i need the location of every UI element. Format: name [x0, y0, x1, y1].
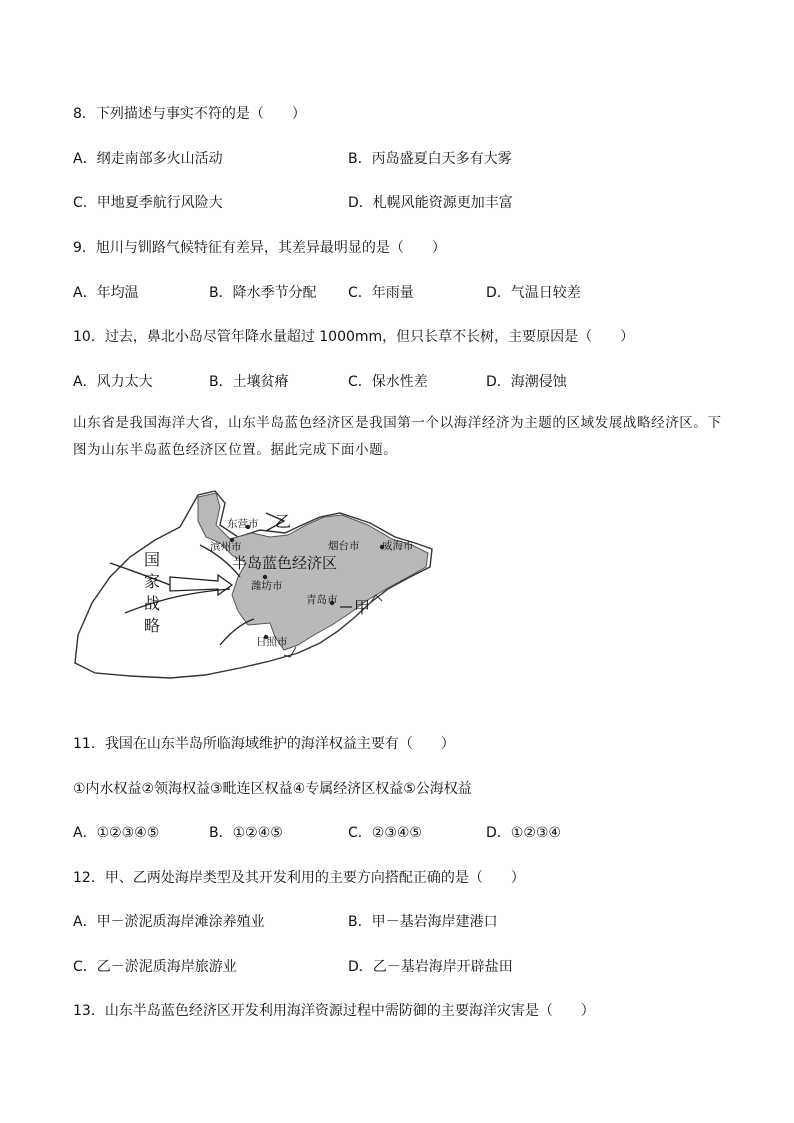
question-11-stem: 11．我国在山东半岛所临海域维护的海洋权益主要有（ ）: [73, 736, 455, 752]
strategy-char-2: 家: [144, 572, 161, 591]
strategy-char-1: 国: [144, 550, 161, 569]
q8-option-d: D．札幌风能资源更加丰富: [348, 195, 513, 211]
question-9-stem: 9．旭川与钏路气候特征有差异，其差异最明显的是（ ）: [73, 240, 446, 256]
q12-option-d: D．乙－基岩海岸开辟盐田: [348, 959, 513, 975]
reading-passage: [73, 410, 723, 464]
strategy-char-4: 略: [144, 616, 161, 635]
q10-option-c: C．保水性差: [348, 374, 428, 390]
q9-option-a: A．年均温: [73, 285, 139, 301]
q9-option-c: C．年雨量: [348, 285, 414, 301]
strategy-char-3: 战: [144, 594, 161, 613]
q10-option-d: D．海潮侵蚀: [486, 374, 567, 390]
city-dongying: 东营市: [227, 518, 259, 530]
q12-option-a: A．甲－淤泥质海岸滩涂养殖业: [73, 914, 265, 930]
q8-option-a: A．纲走南部多火山活动: [73, 151, 223, 167]
q9-option-d: D．气温日较差: [486, 285, 581, 301]
city-binzhou: 滨州市: [210, 541, 242, 553]
city-qingdao: 青岛市: [306, 594, 338, 606]
q12-option-c: C．乙－淤泥质海岸旅游业: [73, 959, 237, 975]
passage-line-1: 山东省是我国海洋大省，山东半岛蓝色经济区是我国第一个以海洋经济为主题的区域发展战略经济区。下: [73, 415, 722, 431]
q10-option-a: A．风力太大: [73, 374, 153, 390]
marker-jia: 甲: [354, 598, 371, 617]
q10-option-b: B．土壤贫瘠: [209, 374, 289, 390]
q11-option-d: D．①②③④: [486, 825, 561, 841]
question-10-stem: 10．过去，鼻北小岛尽管年降水量超过 1000mm，但只长草不长树，主要原因是（ ）: [73, 329, 635, 345]
q11-option-a: A．①②③④⑤: [73, 825, 160, 841]
q8-option-b: B．丙岛盛夏白天多有大雾: [348, 151, 512, 167]
city-yantai: 烟台市: [328, 540, 360, 552]
map-figure: [70, 485, 440, 680]
question-13-stem: 13．山东半岛蓝色经济区开发利用海洋资源过程中需防御的主要海洋灾害是（ ）: [73, 1003, 595, 1019]
q12-option-b: B．甲－基岩海岸建港口: [348, 914, 498, 930]
shandong-map: [70, 485, 440, 680]
passage-line-2: 图为山东半岛蓝色经济区位置。据此完成下面小题。: [73, 442, 398, 458]
q11-option-b: B．①②④⑤: [209, 825, 283, 841]
q11-option-c: C．②③④⑤: [348, 825, 422, 841]
q11-items: ①内水权益②领海权益③毗连区权益④专属经济区权益⑤公海权益: [73, 781, 472, 797]
q9-option-b: B．降水季节分配: [209, 285, 317, 301]
question-12-stem: 12．甲、乙两处海岸类型及其开发利用的主要方向搭配正确的是（ ）: [73, 870, 525, 886]
zone-label: 半岛蓝色经济区: [232, 554, 338, 572]
city-rizhao: 日照市: [256, 636, 288, 648]
city-weifang: 潍坊市: [251, 580, 283, 592]
city-weihai: 威海市: [382, 540, 414, 552]
question-8-stem: 8．下列描述与事实不符的是（ ）: [73, 106, 306, 122]
marker-yi: 乙: [275, 512, 292, 531]
q8-option-c: C．甲地夏季航行风险大: [73, 195, 223, 211]
